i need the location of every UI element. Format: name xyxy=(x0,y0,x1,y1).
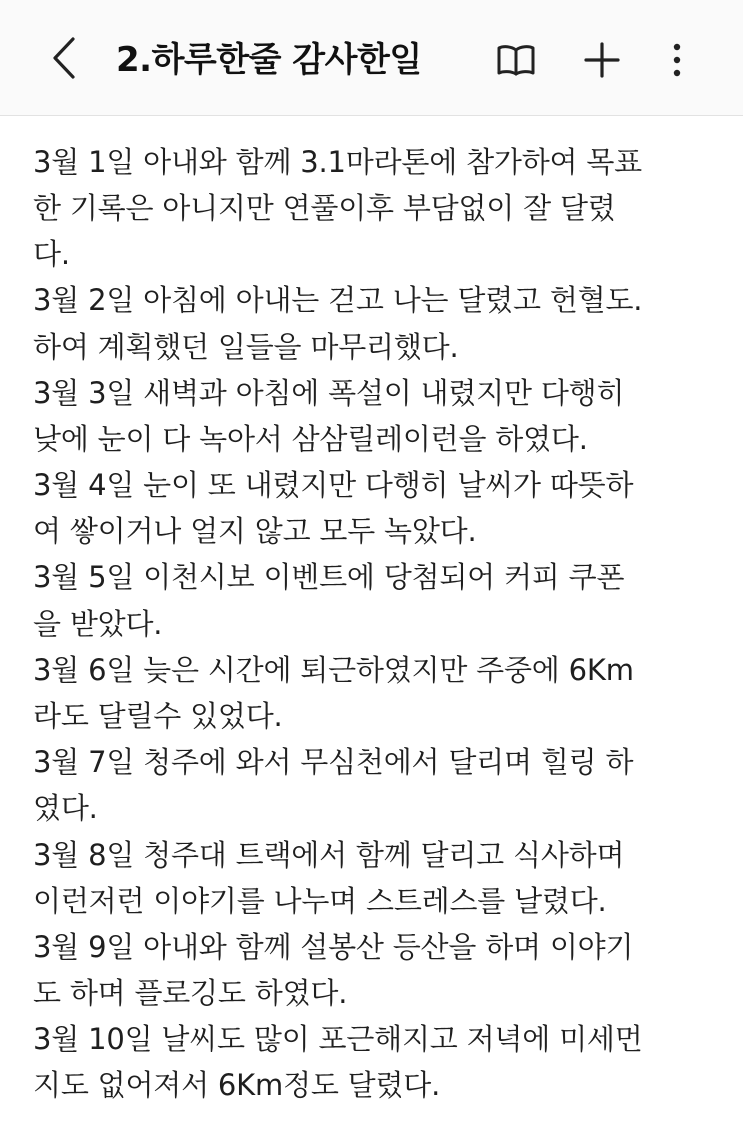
app-bar xyxy=(0,0,743,116)
note-line: 하여 계획했던 일들을 마무리했다. xyxy=(33,330,459,364)
book-icon xyxy=(496,43,536,77)
note-line: 이런저런 이야기를 나누며 스트레스를 날렸다. xyxy=(33,884,607,918)
note-body[interactable] xyxy=(0,117,743,1142)
note-line: 3월 6일 늦은 시간에 퇴근하였지만 주중에 6Km xyxy=(33,653,634,687)
note-line: 3월 3일 새벽과 아침에 폭설이 내렸지만 다행히 xyxy=(33,376,625,410)
note-line: 3월 4일 눈이 또 내렸지만 다행히 날씨가 따뜻하 xyxy=(33,468,634,502)
back-arrow-icon xyxy=(51,36,77,80)
note-line: 3월 1일 아내와 함께 3.1마라톤에 참가하여 목표 xyxy=(33,145,642,179)
note-line: 여 쌓이거나 얼지 않고 모두 녹았다. xyxy=(33,514,477,548)
note-line: 한 기록은 아니지만 연풀이후 부담없이 잘 달렸 xyxy=(33,191,616,225)
back-button[interactable] xyxy=(38,28,90,88)
note-line: 3월 10일 날씨도 많이 포근해지고 저녁에 미세먼 xyxy=(33,1022,643,1056)
page-title: 2.하루한줄 감사한일 xyxy=(116,40,422,80)
note-line: 을 받았다. xyxy=(33,607,163,641)
more-options-button[interactable] xyxy=(649,30,705,90)
note-line: 지도 없어져서 6Km정도 달렸다. xyxy=(33,1068,441,1102)
note-line: 낮에 눈이 다 녹아서 삼삼릴레이런을 하였다. xyxy=(33,422,588,456)
note-line: 3월 5일 이천시보 이벤트에 당첨되어 커피 쿠폰 xyxy=(33,560,625,594)
note-line: 3월 8일 청주대 트랙에서 함께 달리고 식사하며 xyxy=(33,838,625,872)
note-line: 라도 달릴수 있었다. xyxy=(33,699,283,733)
note-line: 3월 7일 청주에 와서 무심천에서 달리며 힐링 하 xyxy=(33,745,634,779)
add-button[interactable] xyxy=(574,30,630,90)
note-line: 도 하며 플로깅도 하였다. xyxy=(33,976,348,1010)
note-line: 3월 9일 아내와 함께 설봉산 등산을 하며 이야기 xyxy=(33,930,634,964)
more-vertical-icon xyxy=(672,42,682,78)
note-line: 다. xyxy=(33,237,70,271)
note-line: 3월 2일 아침에 아내는 걷고 나는 달렸고 헌혈도. xyxy=(33,283,643,317)
plus-icon xyxy=(583,41,621,79)
note-line: 였다. xyxy=(33,791,98,825)
reading-mode-button[interactable] xyxy=(488,30,544,90)
